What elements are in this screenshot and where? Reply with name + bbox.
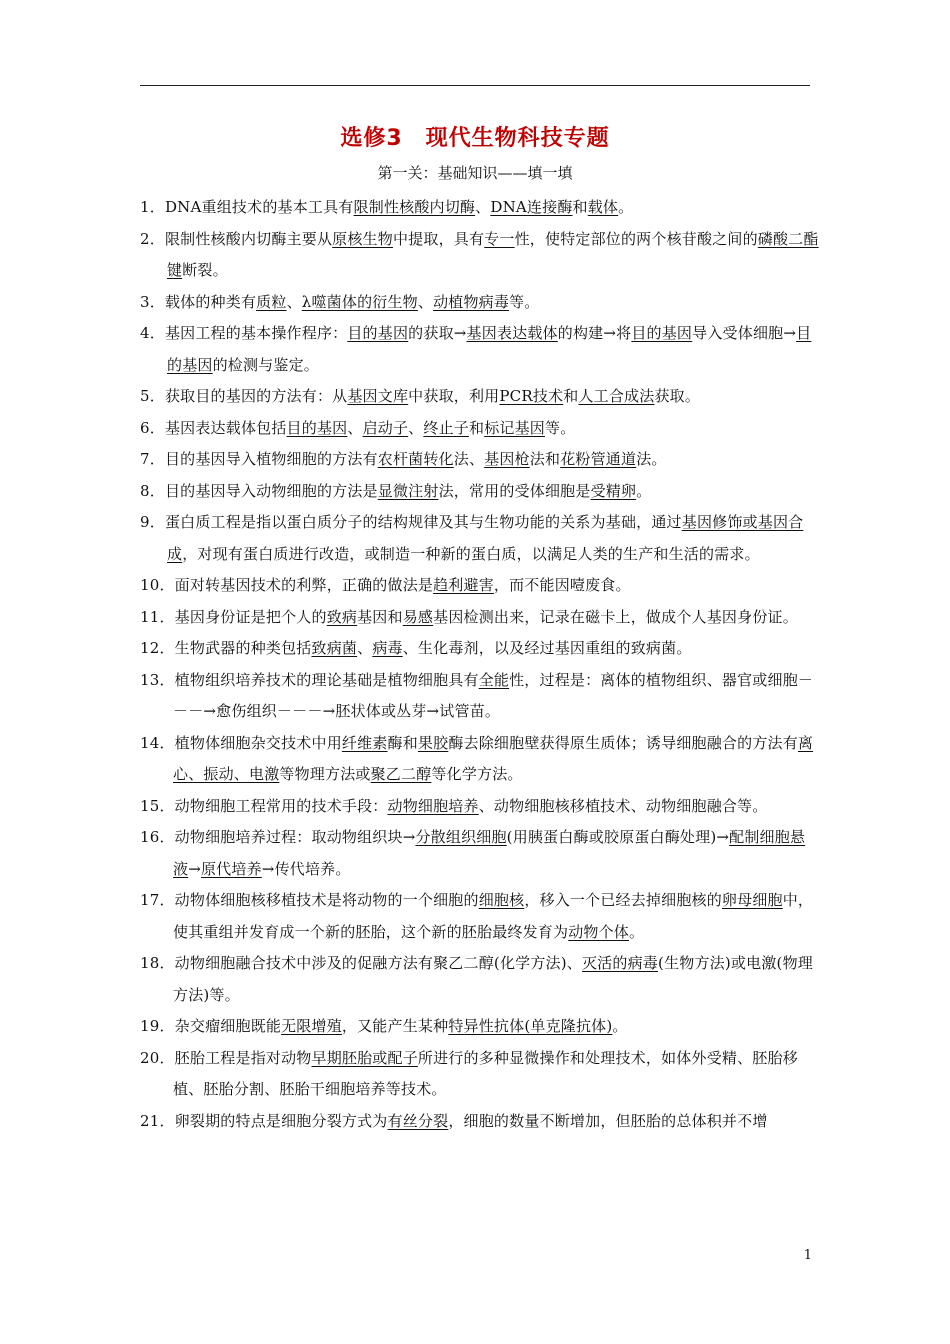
answer-blank: 标记基因 [484,418,545,437]
list-item [140,287,820,319]
list-item [140,602,820,634]
item-text: 等。 [509,292,540,311]
list-item [140,224,820,287]
list-item [140,413,820,445]
answer-blank: 基因表达载体 [466,324,558,342]
item-text: 法，常用的受体细胞是 [438,481,591,500]
answer-blank: 纤维素 [341,733,388,752]
answer-blank: 有丝分裂 [387,1111,449,1130]
answer-blank: 动物细胞培养 [387,796,479,815]
list-item [140,791,820,823]
answer-blank: 磷酸二酯键 [167,229,819,279]
answer-blank: 细胞核 [478,891,525,909]
item-text: 11．基因身份证是把个人的 [140,607,327,626]
item-text: 1．DNA重组技术的基本工具有 [140,198,354,216]
item-text: 2．限制性核酸内切酶主要从 [140,229,333,248]
answer-blank: 原代培养 [200,859,262,878]
list-item [140,318,820,381]
answer-blank: 早期胚胎或配子 [311,1048,418,1067]
item-text: 14．植物体细胞杂交技术中用 [140,733,342,752]
header-rule [140,85,810,86]
answer-blank: 分散组织细胞 [415,828,507,846]
item-text: 和 [468,418,485,437]
list-item [140,381,820,413]
answer-blank: 农杆菌转化 [377,450,454,468]
item-text: 断裂。 [182,261,228,279]
answer-blank: 全能 [478,670,510,689]
answer-blank: 离心、振动、电激 [173,733,814,783]
item-text: (生物方法)或电激(物理方法)等。 [173,954,813,1004]
item-text: 法、 [453,450,485,468]
item-text: 、 [417,292,434,311]
list-item [140,885,820,948]
list-item [140,192,820,224]
answer-blank: 动植物病毒 [433,292,510,311]
item-text: 20．胚胎工程是指对动物 [140,1048,312,1067]
item-text: 的检测与鉴定。 [212,355,320,374]
list-item [140,1011,820,1043]
item-text: 、生化毒剂，以及经过基因重组的致病菌。 [402,639,692,657]
item-text: ，对现有蛋白质进行改造，或制造一种新的蛋白质，以满足人类的生产和生活的需求。 [182,544,760,563]
answer-blank: 果胶 [417,733,449,752]
item-text: 基因检测出来，记录在磁卡上，做成个人基因身份证。 [433,607,798,626]
item-text: 法。 [636,450,667,468]
item-text: →传代培养。 [261,859,351,878]
item-text: 10．面对转基因技术的利弊，正确的做法是 [140,576,434,594]
answer-blank: 基因文库 [347,387,409,405]
answer-blank: 特异性抗体(单克隆抗体) [448,1017,613,1035]
item-text: 。 [618,198,634,216]
answer-blank: 基因枪 [484,450,530,468]
list-item [140,1043,820,1106]
item-text: 性，过程是：离体的植物组织、器官或细胞－－－→愈伤组织－－－→胚状体或丛芽→试管苗。 [173,670,814,720]
item-text: 和 [572,198,588,216]
list-item [140,507,820,570]
answer-blank: 受精卵 [590,481,637,500]
item-text: 中提取，具有 [392,229,485,248]
item-text: 。 [629,922,645,941]
answer-blank: 致病 [326,607,358,626]
item-text: 。 [636,481,652,500]
answer-blank: 显微注射 [377,481,439,500]
item-text: 性，使特定部位的两个核苷酸之间的 [514,229,758,248]
list-item [140,476,820,508]
item-text: ，移入一个已经去掉细胞核的 [524,891,722,909]
answer-blank: 质粒 [256,292,287,311]
item-text: (用胰蛋白酶或胶原蛋白酶处理)→ [506,828,730,846]
list-item [140,444,820,476]
item-text: 、 [286,292,302,311]
answer-blank: 目的基因 [167,324,812,374]
item-text: 酶去除细胞壁获得原生质体；诱导细胞融合的方法有 [448,733,798,752]
answer-blank: 灭活的病毒 [582,954,659,972]
item-text: 12．生物武器的种类包括 [140,639,312,657]
list-item [140,822,820,885]
item-text: 酶和 [387,733,418,752]
answer-blank: 载体 [587,198,619,216]
item-text: ，又能产生某种 [341,1017,449,1035]
list-item [140,665,820,728]
list-item [140,948,820,1011]
answer-blank: 病毒 [372,639,403,657]
item-text: 、 [357,639,373,657]
page-title: 选修3 现代生物科技专题 [340,126,610,151]
list-item [140,633,820,665]
item-text: ，而不能因噎废食。 [493,576,631,594]
answer-blank: 致病菌 [311,639,358,657]
item-text: 9．蛋白质工程是指以蛋白质分子的结构规律及其与生物功能的关系为基础，通过 [140,513,682,531]
item-text: 获取。 [654,387,701,405]
item-text: 、 [347,418,363,437]
answer-blank: 聚乙二醇 [370,765,432,783]
item-text: 。 [612,1017,628,1035]
item-text: 等化学方法。 [431,765,523,783]
answer-blank: 人工合成法 [578,387,655,405]
item-text: 3．载体的种类有 [140,292,257,311]
item-text: 的构建→将 [557,324,632,342]
answer-blank: 限制性核酸内切酶 [353,198,476,216]
answer-blank: 终止子 [423,418,469,437]
answer-blank: 启动子 [362,418,409,437]
answer-blank: 无限增殖 [281,1017,342,1035]
item-text: 等。 [545,418,576,437]
page-subtitle: 第一关：基础知识——填一填 [377,164,573,182]
list-item [140,728,820,791]
item-text: 、动物细胞核移植技术、动物细胞融合等。 [478,796,768,815]
answer-blank: 目的基因 [286,418,348,437]
item-text: 和 [563,387,579,405]
answer-blank: DNA连接酶 [490,198,573,216]
answer-blank: 卵母细胞 [721,891,783,909]
item-text: 所进行的多种显微操作和处理技术，如体外受精、胚胎移植、胚胎分割、胚胎干细胞培养等技术。 [173,1048,798,1098]
item-text: → [188,859,201,878]
answer-blank: 基因修饰或基因合成 [167,513,804,563]
answer-blank: λ噬菌体的衍生物 [301,292,418,311]
list-item [140,1106,820,1138]
item-text: 4．基因工程的基本操作程序： [140,324,348,342]
item-text: ，细胞的数量不断增加，但胚胎的总体积并不增 [448,1111,768,1130]
item-text: 、 [475,198,491,216]
answer-blank: 趋利避害 [433,576,494,594]
item-text: 法和 [529,450,561,468]
item-text: 的获取→ [408,324,467,342]
answer-blank: 动物个体 [568,922,630,941]
item-text: 15．动物细胞工程常用的技术手段： [140,796,388,815]
item-text: 18．动物细胞融合技术中涉及的促融方法有聚乙二醇(化学方法)、 [140,954,582,972]
item-text: 13．植物组织培养技术的理论基础是植物细胞具有 [140,670,479,689]
item-text: 中，使其重组并发育成一个新的胚胎，这个新的胚胎最终发育为 [173,891,814,941]
question-list [140,192,820,1137]
answer-blank: PCR技术 [499,387,564,405]
answer-blank: 原核生物 [332,229,393,248]
answer-blank: 花粉管通道 [560,450,637,468]
item-text: 16．动物细胞培养过程：取动物组织块→ [140,828,416,846]
answer-blank: 配制细胞悬液 [173,828,806,878]
answer-blank: 易感 [402,607,434,626]
answer-blank: 目的基因 [631,324,693,342]
item-text: 中获取，利用 [408,387,500,405]
item-text: 7．目的基因导入植物细胞的方法有 [140,450,378,468]
item-text: 5．获取目的基因的方法有：从 [140,387,348,405]
answer-blank: 专一 [484,229,515,248]
page-number: 1 [803,1248,812,1263]
item-text: 等物理方法或 [279,765,371,783]
item-text: 17．动物体细胞核移植技术是将动物的一个细胞的 [140,891,479,909]
item-text: 导入受体细胞→ [692,324,797,342]
item-text: 8．目的基因导入动物细胞的方法是 [140,481,378,500]
list-item [140,570,820,602]
item-text: 、 [408,418,424,437]
item-text: 21．卵裂期的特点是细胞分裂方式为 [140,1111,388,1130]
answer-blank: 目的基因 [347,324,409,342]
item-text: 6．基因表达载体包括 [140,418,287,437]
item-text: 基因和 [357,607,403,626]
item-text: 19．杂交瘤细胞既能 [140,1017,282,1035]
